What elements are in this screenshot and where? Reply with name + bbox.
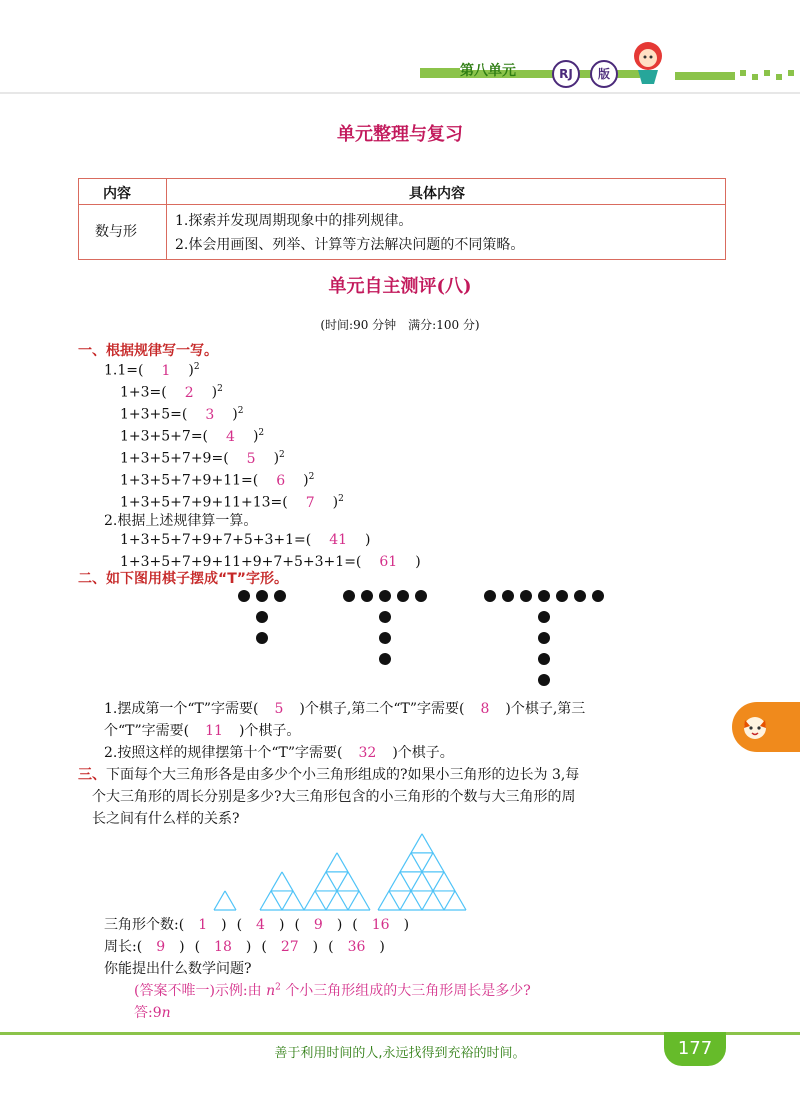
t-dot: [343, 590, 355, 602]
equation-row: 1+3+5=( 3 )$^2$: [120, 406, 244, 423]
perimeter-answer: ( 9 ): [136, 939, 185, 955]
t-dot: [238, 590, 250, 602]
page-number: 177: [664, 1032, 726, 1066]
q2-answer-1: 5: [274, 701, 284, 717]
t-dot: [520, 590, 532, 602]
test-title: 单元自主测评(八): [328, 276, 472, 297]
girl-mascot-icon: [622, 36, 672, 86]
q2-line3: 2.按照这样的规律摆第十个“T”字需要( 32 )个棋子。: [104, 745, 454, 761]
calc-answer: 61: [379, 554, 398, 570]
big-triangle: [304, 853, 370, 910]
table-item-2: 2.体会用画图、列举、计算等方法解决问题的不同策略。: [175, 237, 525, 253]
t-dot: [538, 632, 550, 644]
t-dot: [379, 653, 391, 665]
t-dot: [592, 590, 604, 602]
count-answer: ( 4 ): [236, 917, 285, 933]
t-dot: [574, 590, 586, 602]
q3-line1: 三、下面每个大三角形各是由多少个小三角形组成的?如果小三角形的边长为 3,每: [78, 767, 580, 783]
big-triangle: [378, 834, 466, 910]
t-dot: [502, 590, 514, 602]
q2-answer-3: 11: [205, 723, 223, 739]
equation-answer: 7: [305, 494, 315, 511]
t-dot: [484, 590, 496, 602]
equation-row: 1+3+5+7=( 4 )$^2$: [120, 428, 265, 445]
equation-row: 1+3+5+7+9+11+13=( 7 )$^2$: [120, 494, 344, 511]
perimeter-answer: ( 36 ): [328, 939, 385, 955]
t-dot: [538, 653, 550, 665]
calc-row: 1+3+5+7+9+7+5+3+1=( 41 ): [120, 532, 371, 548]
unit-label: 第八单元: [460, 63, 516, 79]
count-answer: ( 1 ): [178, 917, 227, 933]
table-row-label: 数与形: [95, 224, 137, 240]
perimeter-answer: ( 27 ): [261, 939, 319, 955]
t-dot: [538, 611, 550, 623]
t-dot: [256, 611, 268, 623]
perimeter-row: 周长:( 9 ) ( 18 ) ( 27 ) ( 36 ): [104, 939, 385, 955]
big-triangle: [214, 891, 236, 910]
t-dot: [361, 590, 373, 602]
count-answer: ( 9 ): [294, 917, 343, 933]
q3-heading: 三、: [78, 767, 106, 783]
review-table: [78, 178, 726, 260]
q1-sub2: 2.根据上述规律算一算。: [104, 513, 258, 529]
q3-answer: 答:9n: [134, 1005, 171, 1021]
equation-answer: 4: [226, 428, 235, 445]
table-item-1: 1.探索并发现周期现象中的排列规律。: [175, 213, 413, 229]
equation-answer: 2: [184, 384, 194, 401]
t-dot: [556, 590, 568, 602]
q2-line1: 1.摆成第一个“T”字需要( 5 )个棋子,第二个“T”字需要( 8 )个棋子,第三: [104, 701, 586, 717]
q2-heading: 二、如下图用棋子摆成“T”字形。: [78, 571, 288, 587]
q1-heading: 一、根据规律写一写。: [78, 343, 218, 359]
equation-answer: 6: [276, 472, 286, 489]
big-triangle: [260, 872, 304, 910]
rj-badge: RJ: [552, 60, 580, 88]
count-row: 三角形个数:( 1 ) ( 4 ) ( 9 ) ( 16 ): [104, 917, 410, 933]
q2-line2: 个“T”字需要( 11 )个棋子。: [104, 723, 301, 739]
calc-row: 1+3+5+7+9+11+9+7+5+3+1=( 61 ): [120, 554, 421, 570]
side-tab: [732, 702, 800, 752]
review-title: 单元整理与复习: [337, 124, 463, 145]
equation-answer: 3: [205, 406, 215, 423]
t-dot: [274, 590, 286, 602]
t-dot: [379, 632, 391, 644]
t-dot: [415, 590, 427, 602]
edition-badge: 版: [590, 60, 618, 88]
q3-example: (答案不唯一)示例:由 $n^2$ 个小三角形组成的大三角形周长是多少?: [134, 982, 531, 999]
q3-line2: 个大三角形的周长分别是多少?大三角形包含的小三角形的个数与大三角形的周: [92, 789, 576, 805]
t-dot: [538, 590, 550, 602]
equation-row: 1+3=( 2 )$^2$: [120, 384, 223, 401]
footer-motto: 善于利用时间的人,永远找得到充裕的时间。: [274, 1046, 526, 1061]
perimeter-answer: ( 18 ): [194, 939, 252, 955]
t-dot: [256, 590, 268, 602]
equation-row: 1.1=( 1 )$^2$: [104, 362, 200, 379]
fox-mascot-icon: [740, 712, 770, 742]
equation-answer: 5: [246, 450, 256, 467]
q2-answer-2: 8: [480, 701, 490, 717]
equation-row: 1+3+5+7+9+11=( 6 )$^2$: [120, 472, 315, 489]
equation-row: 1+3+5+7+9=( 5 )$^2$: [120, 450, 285, 467]
count-answer: ( 16 ): [352, 917, 410, 933]
table-header-content: 内容: [103, 186, 131, 202]
test-info: (时间:90 分钟 满分:100 分): [320, 318, 480, 332]
equation-answer: 1: [161, 362, 171, 379]
t-dot: [379, 611, 391, 623]
q3-line3: 长之间有什么样的关系?: [92, 811, 240, 827]
q2-answer-4: 32: [358, 745, 377, 761]
calc-answer: 41: [329, 532, 348, 548]
header-rule: [0, 92, 800, 94]
t-dot: [379, 590, 391, 602]
t-dot: [256, 632, 268, 644]
table-header-details: 具体内容: [409, 186, 465, 202]
t-dot: [538, 674, 550, 686]
t-dot: [397, 590, 409, 602]
q3-question: 你能提出什么数学问题?: [104, 961, 252, 977]
triangle-figures: [200, 820, 500, 916]
